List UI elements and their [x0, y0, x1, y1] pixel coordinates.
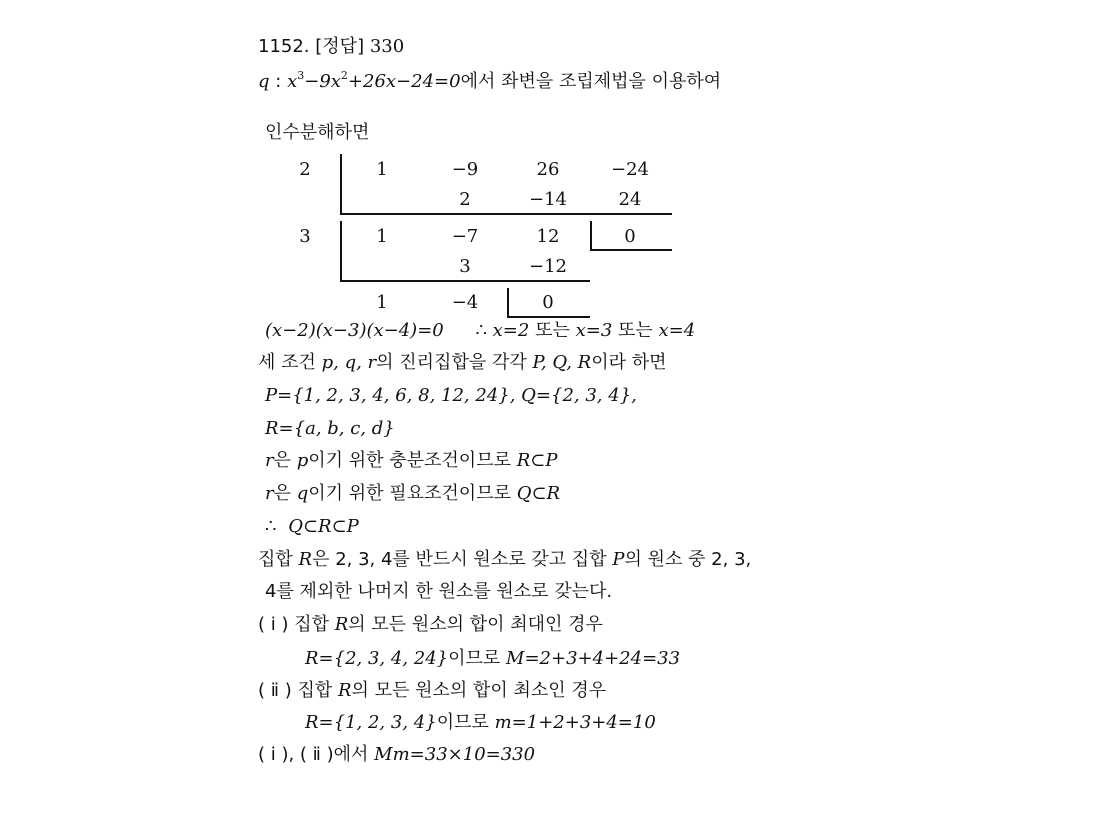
answer-label: [정답] [315, 36, 365, 57]
sets-def-line [258, 352, 667, 374]
text-span: ( ⅱ ) 집합 [258, 680, 333, 701]
text-span: 은 [273, 483, 291, 504]
problem-header [258, 36, 404, 58]
coef-cell: 1 [376, 159, 388, 180]
remainder-rule [590, 249, 672, 251]
coef-cell: 26 [536, 159, 560, 180]
set-R-line: R={a, b, c, d} [265, 418, 395, 439]
set-explain-line-1 [258, 549, 751, 571]
text-span: 은 2, 3, 4를 반드시 원소로 갖고 집합 [312, 549, 607, 570]
text-span: 은 [273, 450, 291, 471]
roots-equation: (x−2)(x−3)(x−4)=0 [265, 320, 444, 341]
text-span: 이므로 [448, 648, 501, 669]
problem-number: 1152. [258, 36, 310, 57]
text-span: 이기 위한 필요조건이므로 [308, 483, 511, 504]
factor-line: 인수분해하면 [265, 122, 370, 143]
case1-result [305, 648, 680, 670]
coef-cell: −24 [611, 159, 649, 180]
therefore-symbol: ∴ [475, 320, 487, 341]
result-cell: −7 [451, 226, 479, 247]
answer-value: 330 [369, 36, 405, 57]
math-span: P [612, 549, 625, 570]
result-cell: 12 [536, 226, 560, 247]
eq-term-rest: +26x−24=0 [347, 71, 461, 92]
eq-var: q [258, 71, 270, 92]
step-cell: −12 [529, 256, 567, 277]
or-word: 또는 [535, 320, 570, 341]
step-cell: −14 [529, 189, 567, 210]
division-rule [340, 213, 672, 215]
math-span: Q⊂R [516, 483, 561, 504]
math-span: P, Q, R [532, 352, 592, 373]
math-span: R [337, 680, 352, 701]
math-span: M=2+3+4+24=33 [506, 648, 681, 669]
division-rule [340, 280, 590, 282]
case1-heading [258, 614, 603, 636]
math-span: R [298, 549, 313, 570]
text-span: ( ⅰ ), ( ⅱ )에서 [258, 744, 369, 765]
math-span: q [296, 483, 309, 504]
equation-line [258, 71, 721, 93]
final-line [258, 744, 535, 766]
result-cell: 1 [376, 226, 388, 247]
eq-term-9x: −9x [304, 71, 341, 92]
math-span: R [334, 614, 349, 635]
sufficient-line [265, 450, 557, 472]
root-a: x=2 [492, 320, 530, 341]
divisor-1: 2 [299, 159, 311, 180]
math-span: R⊂P [516, 450, 558, 471]
divisor-2: 3 [299, 226, 311, 247]
or-word: 또는 [618, 320, 653, 341]
case2-heading [258, 680, 606, 702]
quotient-cell: −4 [451, 292, 479, 313]
step-cell: 3 [459, 256, 471, 277]
quotient-cell: 1 [376, 292, 388, 313]
eq-term-x: x [287, 71, 298, 92]
math-span: Q⊂R⊂P [288, 516, 359, 537]
text-span: 이라 하면 [591, 352, 667, 373]
root-b: x=3 [575, 320, 613, 341]
set-explain-line-2: 4를 제외한 나머지 한 원소를 원소로 갖는다. [265, 581, 613, 602]
division-bar [340, 221, 342, 282]
text-span: 의 원소 중 2, 3, [624, 549, 752, 570]
text-span: 이기 위한 충분조건이므로 [308, 450, 511, 471]
remainder-cell: 0 [542, 292, 554, 313]
text-span: 의 모든 원소의 합이 최소인 경우 [351, 680, 607, 701]
text-span: 세 조건 [258, 352, 316, 373]
remainder-rule [507, 316, 590, 318]
set-P-line: P={1, 2, 3, 4, 6, 8, 12, 24}, Q={2, 3, 4}, [265, 385, 637, 406]
step-cell: 24 [618, 189, 642, 210]
text-span: 이므로 [436, 712, 489, 733]
root-c: x=4 [658, 320, 696, 341]
text-span: 집합 [258, 549, 293, 570]
chain-line [265, 516, 359, 538]
math-span: Mm=33×10=330 [374, 744, 536, 765]
math-span: p [296, 450, 309, 471]
math-span: R={1, 2, 3, 4} [305, 712, 437, 733]
therefore-symbol: ∴ [265, 516, 277, 537]
step-cell: 2 [459, 189, 471, 210]
necessary-line [265, 483, 560, 505]
eq-sep: : [275, 71, 282, 92]
roots-line [265, 320, 695, 342]
math-span: R={2, 3, 4, 24} [305, 648, 449, 669]
math-span: m=1+2+3+4=10 [494, 712, 656, 733]
text-span: 의 진리집합을 각각 [376, 352, 527, 373]
remainder-bar [507, 288, 509, 318]
remainder-cell: 0 [624, 226, 636, 247]
eq-text: 에서 좌변을 조립제법을 이용하여 [460, 71, 722, 92]
math-span: r [265, 483, 274, 504]
remainder-bar [590, 221, 592, 251]
text-span: 의 모든 원소의 합이 최대인 경우 [348, 614, 603, 635]
eq-exp-3: 3 [297, 69, 305, 82]
case2-result [305, 712, 656, 734]
text-span: ( ⅰ ) 집합 [258, 614, 329, 635]
math-span: r [265, 450, 274, 471]
eq-exp-2: 2 [340, 69, 348, 82]
math-span: p, q, r [321, 352, 377, 373]
coef-cell: −9 [451, 159, 479, 180]
division-bar [340, 154, 342, 215]
